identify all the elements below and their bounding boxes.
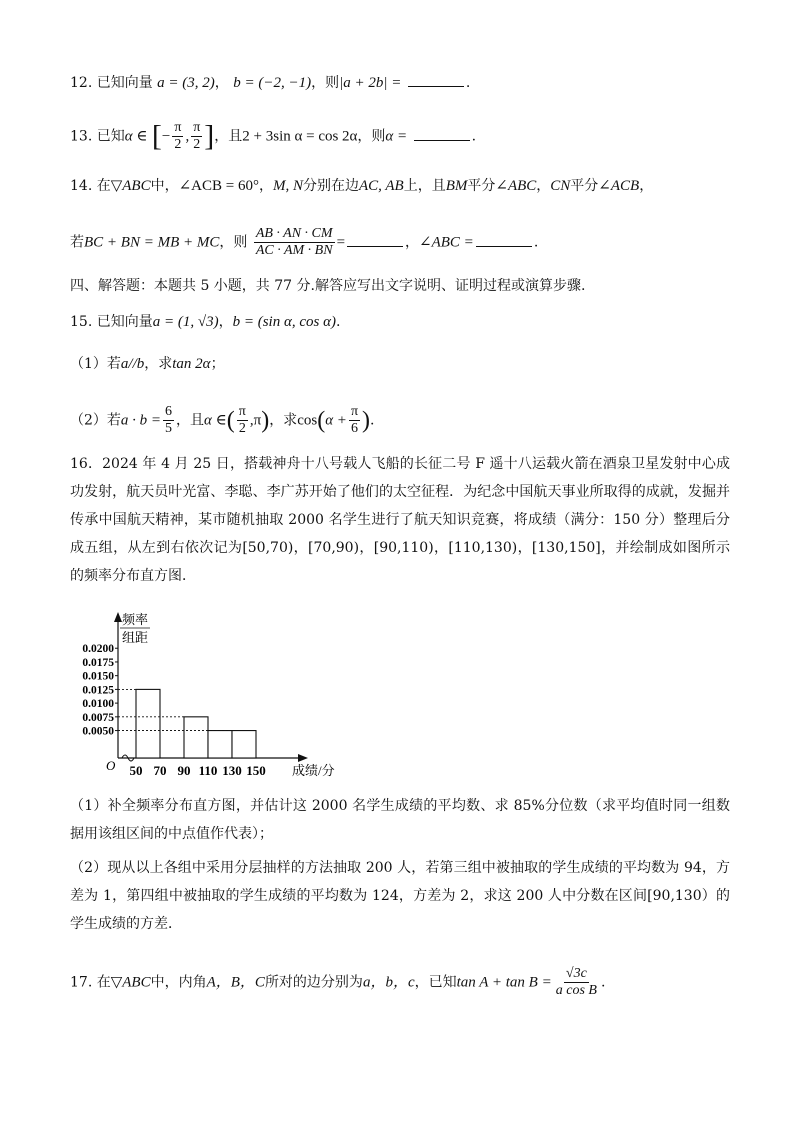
y-tick-label: 0.0075 [82, 711, 114, 724]
origin-label: O [106, 758, 116, 773]
text: ，求 [144, 356, 173, 372]
fraction-rhs [554, 966, 599, 999]
text: 分别在边 [302, 178, 359, 194]
numerator: π [193, 120, 201, 135]
fraction-6-5 [163, 404, 174, 437]
angles: A，B，C [206, 974, 265, 991]
segment-cn: CN [550, 178, 571, 194]
question-14-line-2 [70, 226, 538, 259]
condition: BC + BN = MB + MC [84, 234, 220, 251]
triangle-abc: ▽ABC [110, 178, 151, 194]
tan-sum: tan A + tan B = [456, 974, 552, 991]
points-mn: M, N [272, 178, 303, 194]
y-tick-label: 0.0150 [82, 670, 114, 683]
y-tick-label: 0.0125 [82, 684, 114, 697]
text: 平分 [570, 178, 599, 194]
denominator: 5 [165, 421, 173, 436]
denominator: 2 [238, 421, 246, 436]
text: ，已知 [414, 974, 457, 991]
alpha-in: α ∈ [204, 412, 227, 429]
period: . [471, 128, 477, 145]
angle-acb: ∠ACB = 60° [178, 178, 259, 194]
text: ， [258, 178, 273, 194]
cos: cos [297, 412, 318, 429]
question-number: 15. [70, 314, 93, 330]
denominator: AC · AM · BN [255, 243, 333, 258]
section-heading: 四、解答题：本题共 5 小题，共 77 分.解答应写出文字说明、证明过程或演算步骤. [70, 278, 586, 294]
ratio-fraction [254, 226, 335, 259]
text: 所对的边分别为 [264, 974, 363, 991]
y-tick-label: 0.0050 [82, 725, 114, 738]
equation: 2 + 3sin α = cos 2α [242, 128, 358, 145]
period: . [335, 314, 341, 330]
y-axis-arrow [114, 612, 122, 622]
text: 在 [96, 974, 111, 991]
fraction-pi-over-6 [349, 404, 360, 437]
part-label: （1）若 [70, 356, 121, 372]
triangle-abc: ▽ABC [110, 974, 151, 991]
text: ， [536, 178, 551, 194]
histogram-bar [208, 731, 232, 758]
text: ，则 [219, 234, 248, 251]
y-axis-label-bottom: 组距 [122, 630, 149, 645]
histogram-bar [136, 689, 160, 758]
period: . [533, 234, 539, 251]
text: ，且 [176, 412, 205, 429]
numerator: √3c [565, 966, 587, 981]
answer-blank [414, 126, 470, 141]
segment-bm: BM [445, 178, 468, 194]
text: 中， [150, 178, 179, 194]
x-tick-label: 70 [153, 763, 167, 778]
x-tick-label: 150 [246, 763, 266, 778]
edges: AC, AB [358, 178, 404, 194]
text: ，求 [269, 412, 298, 429]
question-text: ，则 [311, 75, 340, 91]
question-text: ，且 [214, 128, 243, 145]
numerator: AB · AN · CM [255, 226, 333, 241]
separator: ， [218, 314, 233, 330]
frequency-histogram [70, 610, 340, 780]
question-15-part-1 [70, 354, 225, 374]
numerator: 6 [165, 404, 173, 419]
answer-blank [347, 232, 403, 247]
question-13 [70, 120, 476, 153]
left-paren: ( [226, 407, 235, 434]
text: 在 [96, 178, 111, 194]
text: ， [639, 178, 654, 194]
numerator: π [350, 404, 359, 419]
period: . [600, 974, 606, 991]
question-16-part-2: （2）现从以上各组中采用分层抽样的方法抽取 200 人，若第三组中被抽取的学生成绩的平均数为 94，方差为 1，第四组中被抽取的学生成绩的平均数为 124，方差为 2，求这 200 人中分数在区间[90,130）的学生成绩的方差． [70, 860, 730, 932]
vector-b: b = (sin α, cos α) [232, 314, 336, 330]
denominator: 6 [350, 421, 358, 436]
question-16-part-1: （1）补全频率分布直方图，并估计这 2000 名学生成绩的平均数、求 85%分位数（求平均值时同一组数据用该组区间的中点值作代表）； [70, 798, 730, 842]
alpha-in: α ∈ [124, 128, 148, 145]
angle-acb-2: ∠ACB [598, 178, 640, 194]
text: 平分 [467, 178, 496, 194]
fraction-pi-over-2 [172, 120, 183, 153]
fraction-pi-over-2 [237, 404, 248, 437]
right-paren: ) [362, 407, 371, 434]
text: ， [405, 234, 420, 251]
x-tick-label: 110 [198, 763, 218, 778]
question-12 [70, 72, 470, 93]
angle-abc: ∠ABC [495, 178, 537, 194]
angle-abc-eq: ∠ABC = [419, 234, 474, 251]
vector-a: a = (3, 2) [157, 75, 215, 91]
numerator: π [174, 120, 182, 135]
denominator: a cos B [555, 983, 597, 998]
question-15-part-2 [70, 404, 374, 437]
histogram-bar [184, 717, 208, 758]
question-17 [70, 966, 605, 999]
question-number: 13. [70, 128, 93, 145]
vector-a: a = (1, √3) [152, 314, 219, 330]
answer-blank [408, 72, 464, 87]
x-axis-arrow [298, 754, 308, 762]
text: 若 [70, 234, 84, 251]
right-bracket: ] [204, 119, 215, 153]
alpha-eq: α = [385, 128, 408, 145]
histogram-bar [232, 731, 256, 758]
fraction-pi-over-2 [191, 120, 202, 153]
y-tick-label: 0.0175 [82, 656, 114, 669]
text: ； [210, 356, 225, 372]
text: 已知向量 [96, 314, 153, 330]
x-tick-label: 130 [222, 763, 242, 778]
denominator: 2 [193, 137, 201, 152]
part-label: （2）若 [70, 412, 121, 429]
y-tick-label: 0.0200 [82, 643, 114, 656]
vector-b: b = (−2, −1) [233, 75, 312, 91]
goal: tan 2α [172, 356, 211, 372]
dot-product: a · b = [120, 412, 162, 429]
text: 上，且 [403, 178, 446, 194]
question-15 [70, 312, 340, 332]
pi: π [253, 412, 262, 429]
question-text: ，则 [357, 128, 386, 145]
question-16: 16．2024 年 4 月 25 日，搭载神舟十八号载人飞船的长征二号 F 遥十八运载火箭在酒泉卫星发射中心成功发射，航天员叶光富、李聪、李广苏开始了他们的太空征程．为纪念中国航天事业所取得的成就，发掘并传承中国航天精神，某市随机抽取 2000 名学生进行了航天知识竞赛，将成绩（满分：150 分）整理后分成五组，从左到右依次记为[50,70)，[70,90)，[90,110)，[110,130)，[130,150]，并绘制成如图所示的频率分布直方图． [70, 456, 730, 584]
question-number: 12. [70, 75, 93, 91]
condition: a//b [120, 356, 145, 372]
sides: a，b，c [362, 974, 415, 991]
period: . [370, 412, 375, 429]
x-axis-label: 成绩/分 [292, 763, 335, 778]
numerator: π [238, 404, 246, 419]
left-paren: ( [317, 407, 326, 434]
equals: = [336, 234, 346, 251]
alpha-plus: α + [325, 412, 347, 429]
x-tick-label: 90 [177, 763, 191, 778]
comma: , [185, 128, 190, 145]
y-axis-label-top: 频率 [122, 612, 149, 627]
x-tick-label: 50 [129, 763, 143, 778]
question-number: 17. [70, 974, 93, 991]
question-number: 14. [70, 178, 93, 194]
right-paren: ) [261, 407, 270, 434]
minus-sign: − [161, 128, 171, 145]
answer-blank [476, 232, 532, 247]
text: 中，内角 [150, 974, 207, 991]
left-bracket: [ [151, 119, 162, 153]
question-text: 已知向量 [96, 75, 153, 91]
y-tick-label: 0.0100 [82, 698, 114, 711]
question-14-line-1 [70, 176, 653, 196]
denominator: 2 [174, 137, 182, 152]
separator: ， [214, 75, 229, 91]
period: . [465, 75, 471, 91]
comma: , [249, 412, 254, 429]
expression: |a + 2b| = [339, 75, 402, 91]
question-text: 已知 [96, 128, 125, 145]
